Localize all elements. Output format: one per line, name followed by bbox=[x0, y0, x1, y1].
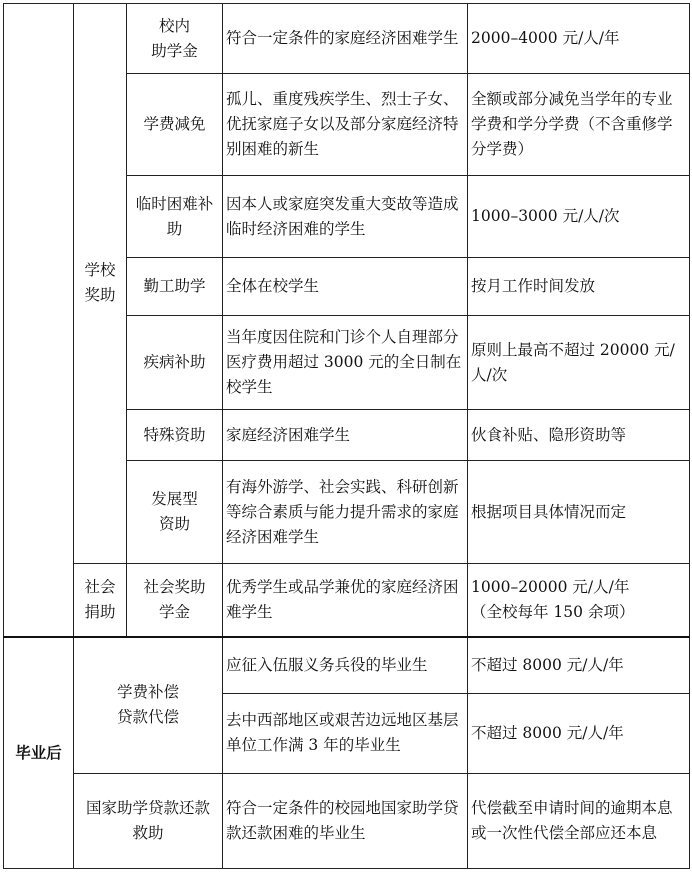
aid-name: 疾病补助 bbox=[127, 316, 223, 410]
aid-standard: 1000–3000 元/人/次 bbox=[468, 176, 690, 258]
aid-standard: 根据项目具体情况而定 bbox=[468, 461, 690, 563]
school-aid-group-label bbox=[74, 4, 127, 564]
aid-standard: 按月工作时间发放 bbox=[468, 258, 690, 316]
aid-standard: 代偿截至申请时间的逾期本息或一次性代偿全部应还本息 bbox=[468, 773, 690, 868]
aid-target: 全体在校学生 bbox=[223, 258, 468, 316]
aid-standard-text: 1000–20000 元/人/年 （全校每年 150 余项） bbox=[471, 577, 635, 621]
aid-name-text: 发展型 资助 bbox=[151, 490, 198, 534]
aid-target: 孤儿、重度残疾学生、烈士子女、优抚家庭子女以及部分家庭经济特别困难的新生 bbox=[223, 74, 468, 176]
table-row bbox=[4, 4, 690, 74]
aid-name-text: 国家助学贷款还款 救助 bbox=[85, 798, 210, 842]
school-section-cell bbox=[4, 4, 74, 638]
aid-name-text: 社会奖助 学金 bbox=[143, 577, 206, 621]
table-row bbox=[4, 563, 690, 637]
aid-standard: 2000–4000 元/人/年 bbox=[468, 4, 690, 74]
aid-target: 去中西部地区或艰苦边远地区基层单位工作满 3 年的毕业生 bbox=[223, 693, 468, 773]
aid-standard: 不超过 8000 元/人/年 bbox=[468, 637, 690, 693]
aid-target: 有海外游学、社会实践、科研创新等综合素质与能力提升需求的家庭经济困难学生 bbox=[223, 461, 468, 563]
graduation-section-label: 毕业后 bbox=[4, 637, 74, 868]
aid-target: 因本人或家庭突发重大变故等造成临时经济困难的学生 bbox=[223, 176, 468, 258]
aid-name: 临时困难补助 bbox=[127, 176, 223, 258]
aid-name bbox=[127, 4, 223, 74]
aid-standard bbox=[468, 563, 690, 637]
student-aid-table bbox=[3, 3, 690, 869]
aid-name-text: 学费补偿 贷款代偿 bbox=[116, 683, 179, 727]
aid-target: 符合一定条件的家庭经济困难学生 bbox=[223, 4, 468, 74]
social-aid-group-label bbox=[74, 563, 127, 637]
aid-name bbox=[127, 563, 223, 637]
aid-name bbox=[74, 773, 223, 868]
aid-target: 当年度因住院和门诊个人自理部分医疗费用超过 3000 元的全日制在校学生 bbox=[223, 316, 468, 410]
aid-standard: 原则上最高不超过 20000 元/人/次 bbox=[468, 316, 690, 410]
table-row bbox=[4, 637, 690, 693]
aid-target: 应征入伍服义务兵役的毕业生 bbox=[223, 637, 468, 693]
aid-standard: 伙食补贴、隐形资助等 bbox=[468, 410, 690, 461]
aid-name bbox=[74, 637, 223, 773]
school-aid-group-text: 学校 奖助 bbox=[84, 261, 116, 305]
aid-target: 优秀学生或品学兼优的家庭经济困难学生 bbox=[223, 563, 468, 637]
aid-name: 学费减免 bbox=[127, 74, 223, 176]
aid-target: 家庭经济困难学生 bbox=[223, 410, 468, 461]
aid-name: 勤工助学 bbox=[127, 258, 223, 316]
aid-name: 特殊资助 bbox=[127, 410, 223, 461]
aid-standard: 全额或部分减免当学年的专业学费和学分学费（不含重修学分学费） bbox=[468, 74, 690, 176]
aid-name-text: 校内 助学金 bbox=[151, 16, 198, 60]
aid-name bbox=[127, 461, 223, 563]
aid-target: 符合一定条件的校园地国家助学贷款还款困难的毕业生 bbox=[223, 773, 468, 868]
social-aid-group-text: 社会 捐助 bbox=[84, 577, 116, 621]
table-row bbox=[4, 773, 690, 868]
aid-standard: 不超过 8000 元/人/年 bbox=[468, 693, 690, 773]
